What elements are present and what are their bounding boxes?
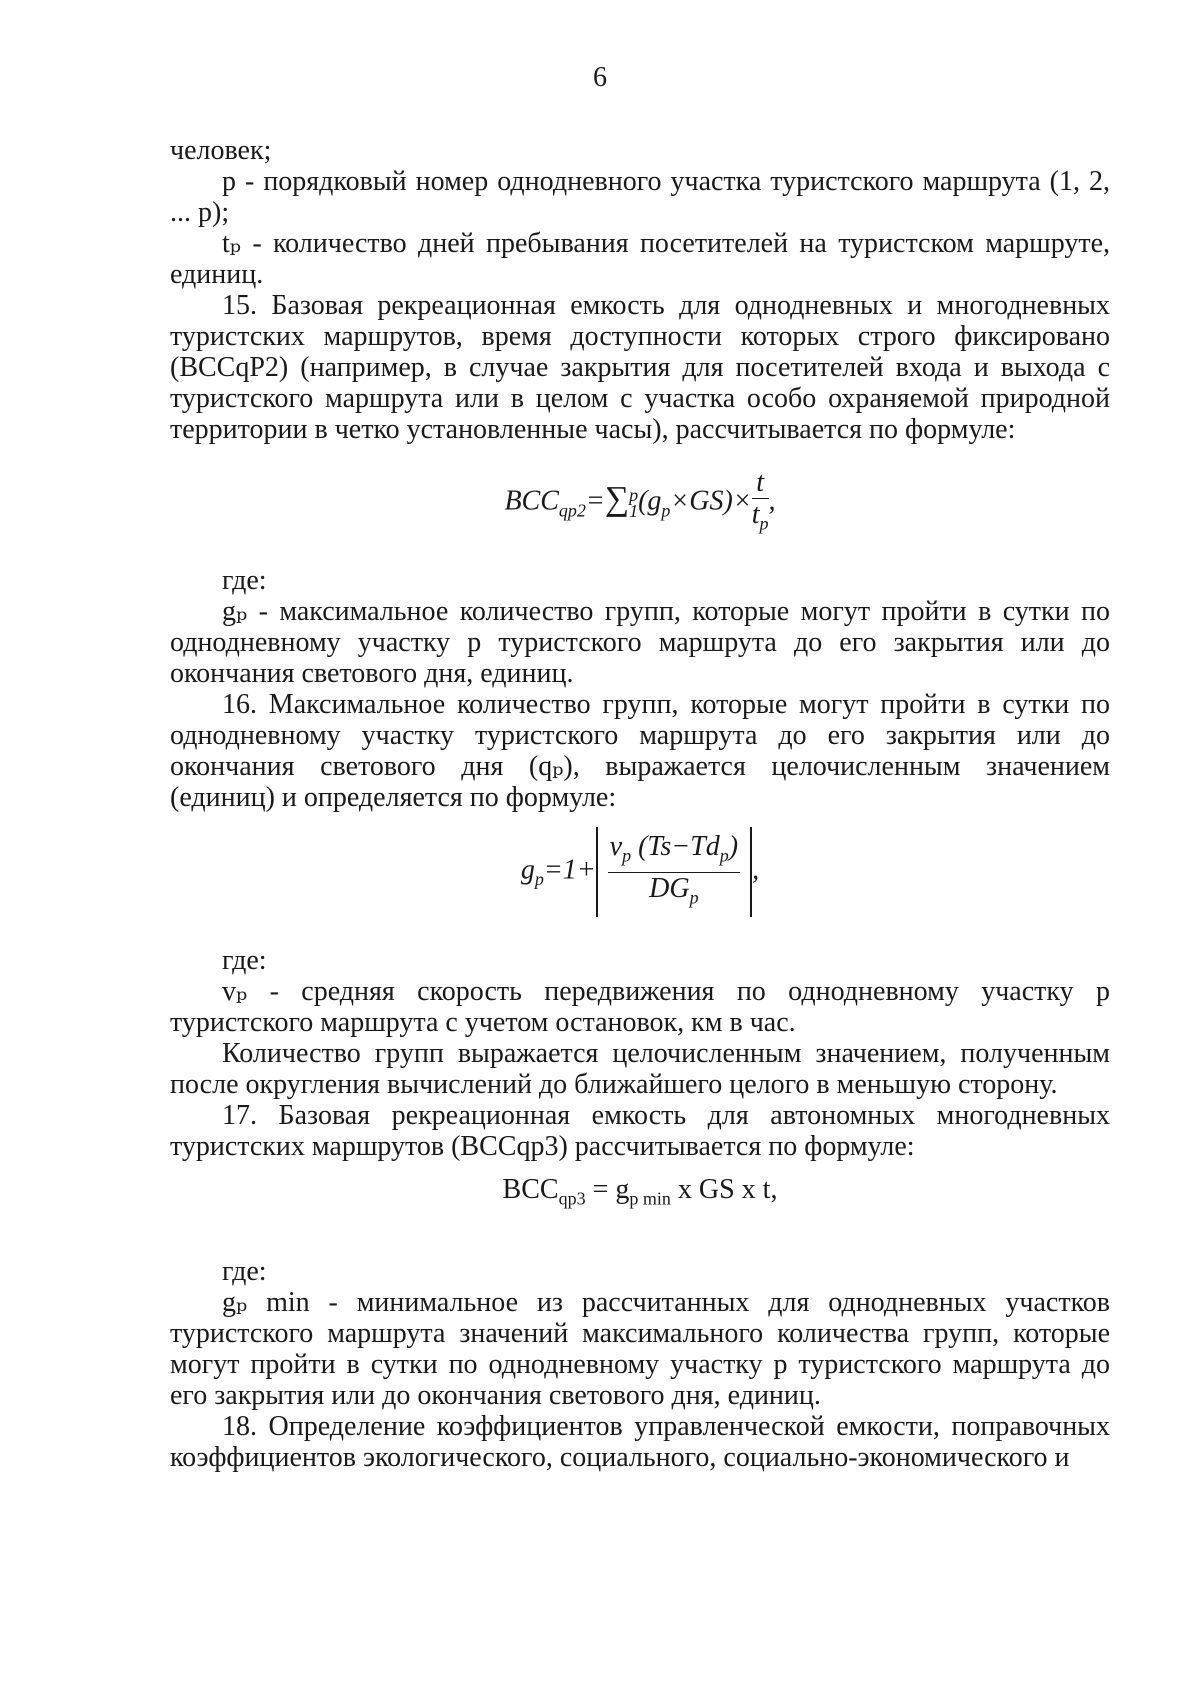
formula-subscript: qp3 — [558, 1188, 586, 1209]
formula-text: BCC — [502, 1174, 559, 1205]
formula-text: BCC — [504, 485, 559, 517]
formula-subscript: p — [661, 500, 671, 521]
formula-text: ×GS)× — [670, 485, 752, 517]
paragraph: 16. Максимальное количество групп, которые могут пройти в сутки по однодневному участку туристского маршрута до его закрытия или до окончания светового дня (qₚ), выражается целочисленным значением (единиц) и определяется по формуле: — [170, 689, 1110, 813]
formula-text: DG — [649, 872, 690, 904]
formula-bcc-qp2 — [170, 445, 1110, 563]
paragraph: 15. Базовая рекреационная емкость для однодневных и многодневных туристских маршрутов, время доступности которых строго фиксировано (BCCqP2) (например, в случае закрытия для посетителей входа и выхода с туристского маршрута или в целом с участка особо охраняемой природной территории в четко установленные часы), рассчитывается по формуле: — [170, 290, 1110, 445]
formula-text: (g — [638, 485, 662, 517]
fraction-denominator — [608, 873, 740, 914]
formula-subscript: 1 — [629, 501, 639, 522]
page-number: 6 — [593, 62, 607, 93]
fraction-denominator — [752, 499, 769, 540]
formula-subscript: qp2 — [558, 500, 586, 521]
formula-gp — [170, 813, 1110, 943]
formula-subscript: p — [534, 869, 544, 890]
formula-subscript: p — [689, 887, 699, 908]
formula-text: (Ts−Td — [638, 831, 720, 862]
document-body — [170, 135, 1110, 1473]
formula-subscript: p min — [629, 1188, 671, 1209]
paragraph: gₚ - максимальное количество групп, которые могут пройти в сутки по однодневному участку p туристского маршрута до его закрытия или до окончания светового дня, единиц. — [170, 596, 1110, 689]
paragraph-where: где: — [222, 945, 267, 976]
square-bracket — [596, 827, 752, 917]
fraction — [608, 831, 740, 913]
formula-text: =1+ — [543, 854, 596, 886]
formula-subscript: p — [719, 845, 729, 866]
formula-text: ) — [728, 831, 739, 862]
paragraph: 17. Базовая рекреационная емкость для автономных многодневных туристских маршрутов (BCCqp3) рассчитывается по формуле: — [170, 1100, 1110, 1162]
formula-text: t — [751, 499, 760, 530]
sum-symbol: ∑ — [604, 480, 630, 518]
formula-text: , — [752, 854, 760, 886]
fraction-numerator — [608, 831, 740, 873]
formula-subscript: p — [622, 845, 632, 866]
paragraph-where: где: — [222, 1256, 267, 1287]
formula-text: = g — [585, 1174, 630, 1205]
formula-subscript: p — [759, 513, 769, 534]
paragraph: Количество групп выражается целочисленным значением, полученным после округления вычислений до ближайшего целого в меньшую сторону. — [170, 1038, 1110, 1100]
formula-text: g — [520, 854, 535, 886]
formula-text: = — [585, 485, 605, 517]
fraction — [752, 467, 769, 540]
paragraph: p - порядковый номер однодневного участка туристского маршрута (1, 2, ... p); — [170, 166, 1110, 228]
paragraph: человек; — [170, 135, 272, 166]
paragraph: vₚ - средняя скорость передвижения по однодневному участку p туристского маршрута с учетом остановок, км в час. — [170, 976, 1110, 1038]
formula-text: x GS x t, — [670, 1174, 778, 1205]
formula-text: v — [609, 831, 623, 862]
formula-superscript: p — [629, 485, 639, 506]
paragraph-where: где: — [222, 565, 267, 596]
paragraph: gₚ min - минимальное из рассчитанных для однодневных участков туристского маршрута значений максимального количества групп, которые могут пройти в сутки по однодневному участку p туристского маршрута до его закрытия или до окончания светового дня, единиц. — [170, 1287, 1110, 1411]
formula-text: , — [768, 485, 776, 517]
formula-bcc-qp3 — [170, 1162, 1110, 1254]
fraction-numerator: t — [752, 467, 769, 499]
paragraph: 18. Определение коэффициентов управленческой емкости, поправочных коэффициентов экологического, социального, социально-экономического и — [170, 1411, 1110, 1473]
paragraph: tₚ - количество дней пребывания посетителей на туристском маршруте, единиц. — [170, 228, 1110, 290]
